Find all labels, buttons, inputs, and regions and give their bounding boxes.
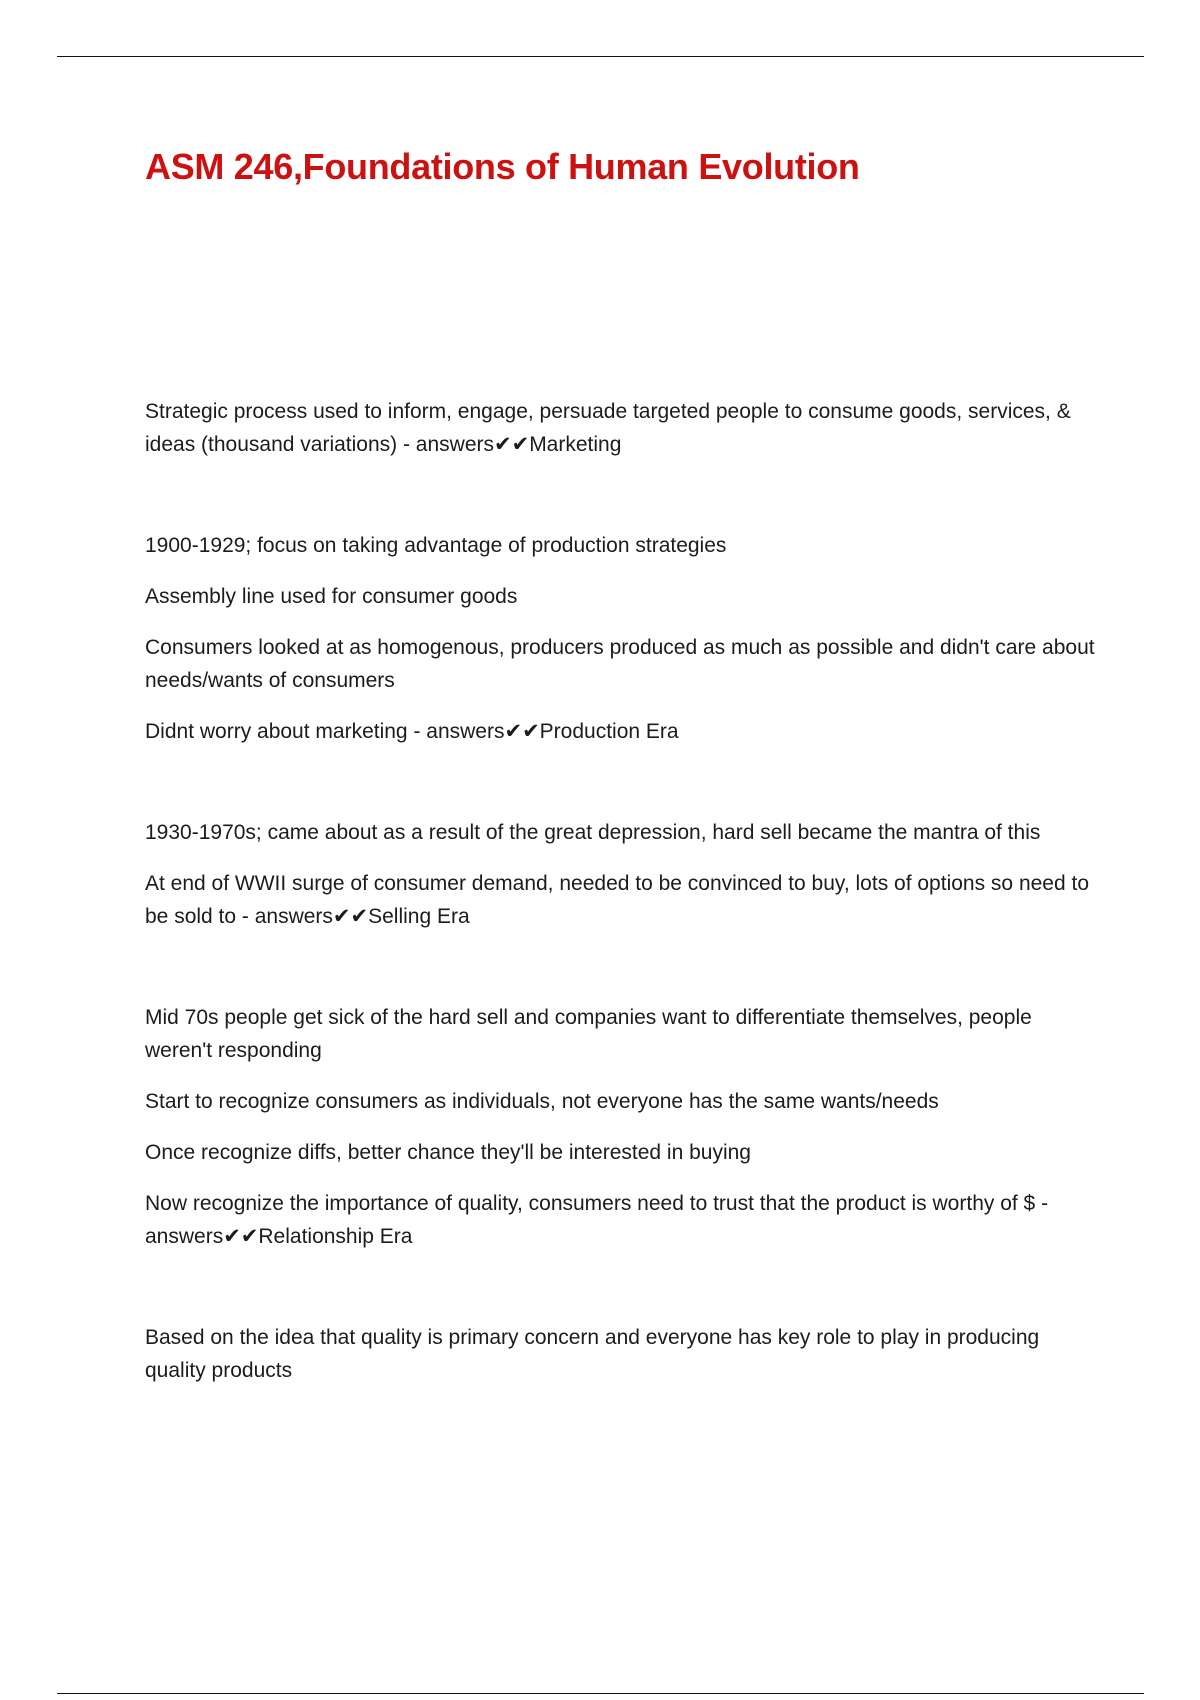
body-line: Didnt worry about marketing - answers✔✔Production Era — [145, 720, 679, 743]
footer-rule — [57, 1693, 1144, 1694]
body-line: Start to recognize consumers as individuals, not everyone has the same wants/needs — [145, 1090, 939, 1113]
document-body — [145, 395, 1100, 1455]
qa-block-production-era — [145, 529, 1100, 748]
body-line: Assembly line used for consumer goods — [145, 585, 518, 608]
qa-block-relationship-era — [145, 1001, 1100, 1253]
body-line: Now recognize the importance of quality, consumers need to trust that the product is worthy of $ - answers✔✔Relationship Era — [145, 1192, 1049, 1248]
body-line: 1930-1970s; came about as a result of the great depression, hard sell became the mantra of this — [145, 821, 1041, 844]
body-line: Once recognize diffs, better chance they'll be interested in buying — [145, 1141, 751, 1164]
body-line: 1900-1929; focus on taking advantage of production strategies — [145, 534, 727, 557]
qa-block-marketing — [145, 395, 1100, 461]
body-line: Consumers looked at as homogenous, producers produced as much as possible and didn't care about needs/wants of consumers — [145, 636, 1095, 692]
document-title: ASM 246,Foundations of Human Evolution — [145, 146, 860, 187]
header-rule — [57, 56, 1144, 57]
body-line: Mid 70s people get sick of the hard sell and companies want to differentiate themselves, people weren't responding — [145, 1006, 1032, 1062]
qa-block-quality — [145, 1321, 1100, 1387]
body-line: Strategic process used to inform, engage, persuade targeted people to consume goods, services, & ideas (thousand variations) - answers✔✔Marketing — [145, 400, 1071, 456]
body-line: Based on the idea that quality is primary concern and everyone has key role to play in producing quality products — [145, 1326, 1040, 1382]
qa-block-selling-era — [145, 816, 1100, 933]
body-line: At end of WWII surge of consumer demand, needed to be convinced to buy, lots of options so need to be sold to - answers✔✔Selling Era — [145, 872, 1090, 928]
